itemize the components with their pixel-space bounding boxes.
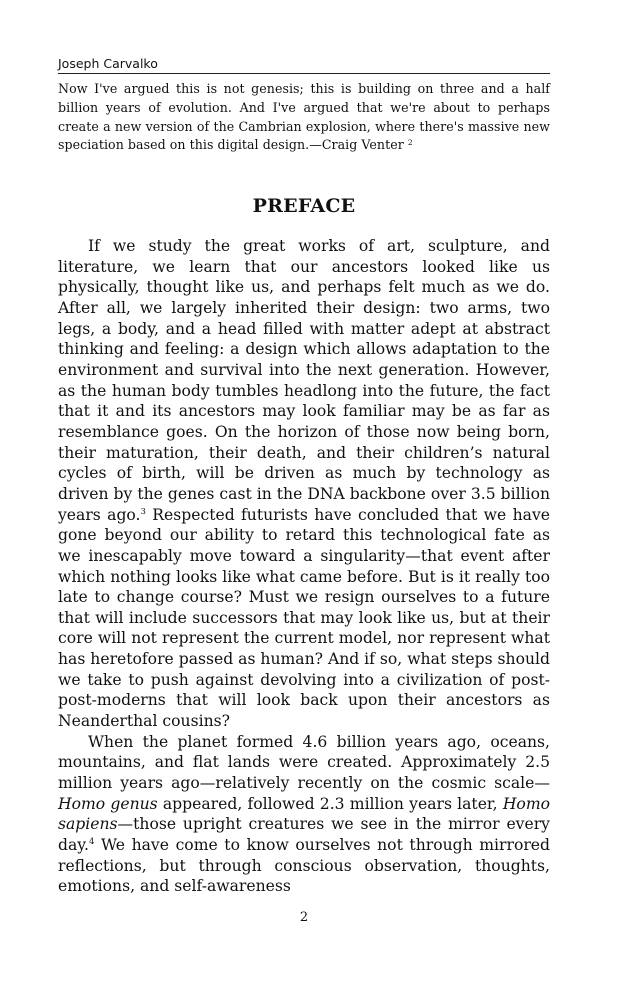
epigraph-text: Now I've argued this is not genesis; this is building on three and a half billion years of evolution. And I've argued that we're about to perhaps create a new version of the Cambrian explosion, where there's massive new speciation based on this digital design.—Craig Venter	[58, 81, 550, 153]
paragraph	[58, 732, 550, 897]
paragraph-text: appeared, followed 2.3 million years later,	[157, 794, 503, 813]
italic-term: Homo genus	[58, 794, 158, 813]
footnote-ref: 3	[140, 506, 146, 517]
paragraph-text: —those upright creatures we see in the mirror every day.	[58, 815, 550, 855]
chapter-heading: PREFACE	[252, 195, 356, 217]
italic-term: Homo sapiens	[58, 794, 550, 834]
body-text	[58, 236, 550, 897]
page-number: 2	[299, 910, 309, 925]
footnote-ref: 4	[88, 837, 95, 848]
paragraph-text: When the planet formed 4.6 billion years ago, oceans, mountains, and flat lands were created. Approximately 2.5 million years ago—relatively recently on the cosmic scale—	[58, 732, 550, 793]
running-header-author: Joseph Carvalko	[58, 56, 550, 74]
footnote-ref: 2	[407, 138, 413, 148]
paragraph-text: Respected futurists have concluded that we have gone beyond our ability to retard this technological fate as we inescapably move toward a singularity—that event after which nothing looks like what came before. But is it really too late to change course? Must we resign ourselves to a future that will include successors that may look like us, but at their core will not represent the current model, nor represent what has heretofore passed as human? And if so, what steps should we take to push against devolving into a civilization of post-post-moderns that will look back upon their ancestors as Neanderthal cousins?	[58, 505, 551, 731]
paragraph-text: If we study the great works of art, sculpture, and literature, we learn that our ancestors looked like us physically, thought like us, and perhaps felt much as we do. After all, we largely inherited their design: two arms, two legs, a body, and a head filled with matter adept at abstract thinking and feeling: a design which allows adaptation to the environment and survival into the next generation. However, as the human body tumbles headlong into the future, the fact that it and its ancestors may look familiar may be as far as resemblance goes. On the horizon of those now being born, their maturation, their death, and their children’s natural cycles of birth, will be driven as much by technology as driven by the genes cast in the DNA backbone over 3.5 billion years ago.	[58, 237, 550, 524]
paragraph	[58, 236, 550, 732]
paragraph-text: We have come to know ourselves not through mirrored reflections, but through conscious observation, thoughts, emotions, and self-awareness	[58, 836, 550, 896]
epigraph-quote	[58, 80, 550, 155]
